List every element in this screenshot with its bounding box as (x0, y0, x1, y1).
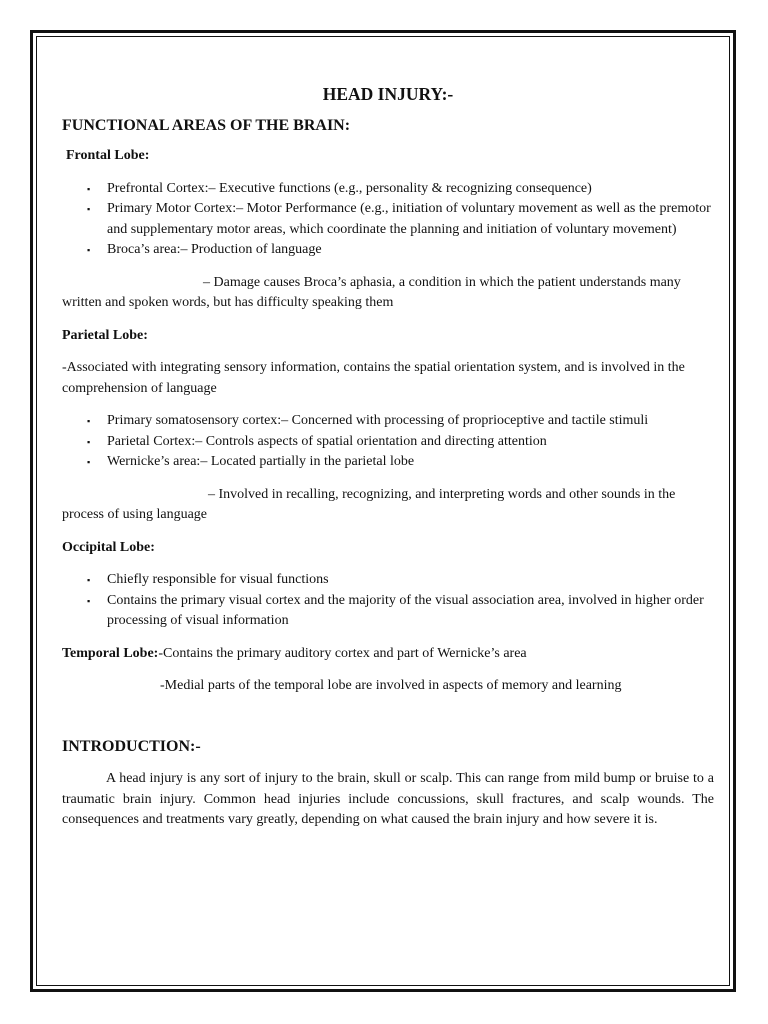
bullet-icon: ▪ (87, 457, 91, 467)
occipital-lobe-heading: Occipital Lobe: (62, 539, 155, 555)
parietal-lobe-list (62, 411, 714, 473)
temporal-lobe-heading: Temporal Lobe: (62, 645, 159, 661)
introduction-paragraph: A head injury is any sort of injury to the brain, skull or scalp. This can range from mild bump or bruise to a traumatic brain injury. Common head injuries include concussions, skull fractures, and scalp wounds. The consequences and treatments vary greatly, depending on what caused the brain injury and how severe it is. (62, 771, 714, 827)
list-item-text: Primary Motor Cortex:– Motor Performance (e.g., initiation of voluntary movement as well as the premotor and supplementary motor areas, which coordinate the planning and initiation of voluntary movement) (107, 201, 711, 237)
list-item (87, 411, 714, 432)
bullet-icon: ▪ (87, 436, 91, 447)
list-item-text: Wernicke’s area:– Located partially in the parietal lobe (107, 454, 415, 469)
page-title: HEAD INJURY:- (322, 84, 454, 104)
list-item (87, 432, 714, 453)
document-content (62, 84, 714, 831)
frontal-lobe-list (62, 179, 714, 261)
bullet-icon: ▪ (87, 183, 91, 194)
occipital-lobe-list (62, 570, 714, 632)
list-item-text: Chiefly responsible for visual functions (107, 572, 329, 587)
introduction-heading: INTRODUCTION:- (62, 737, 201, 755)
parietal-lobe-heading: Parietal Lobe: (62, 327, 148, 343)
list-item-text: Parietal Cortex:– Controls aspects of spatial orientation and directing attention (107, 433, 547, 449)
list-item (87, 240, 714, 261)
temporal-lobe-text: -Contains the primary auditory cortex and part of Wernicke’s area (158, 645, 527, 661)
list-item (87, 570, 714, 591)
list-item-text: Prefrontal Cortex:– Executive functions (e.g., personality & recognizing consequence) (107, 180, 592, 196)
wernicke-note-text: – Involved in recalling, recognizing, and interpreting words and other sounds in the process of using language (62, 486, 676, 522)
frontal-lobe-heading: Frontal Lobe: (66, 148, 150, 163)
list-item-text: Primary somatosensory cortex:– Concerned with processing of proprioceptive and tactile stimuli (107, 413, 649, 428)
list-item-text: Broca’s area:– Production of language (107, 242, 322, 257)
wernicke-note (62, 485, 714, 526)
broca-note-text: – Damage causes Broca’s aphasia, a condition in which the patient understands many written and spoken words, but has difficulty speaking them (62, 274, 681, 310)
temporal-lobe-line (62, 644, 714, 665)
bullet-icon: ▪ (87, 204, 91, 214)
list-item (87, 199, 714, 240)
temporal-note: -Medial parts of the temporal lobe are involved in aspects of memory and learning (160, 678, 622, 693)
bullet-icon: ▪ (87, 416, 91, 426)
list-item (87, 179, 714, 200)
bullet-icon: ▪ (87, 245, 91, 255)
functional-areas-heading: FUNCTIONAL AREAS OF THE BRAIN: (62, 116, 351, 134)
list-item (87, 452, 714, 473)
bullet-icon: ▪ (87, 595, 91, 606)
broca-note (62, 273, 714, 314)
list-item-text: Contains the primary visual cortex and the majority of the visual association area, involved in higher order processing of visual information (107, 592, 704, 628)
parietal-intro: -Associated with integrating sensory information, contains the spatial orientation system, and is involved in the comprehension of language (62, 360, 685, 396)
list-item (87, 591, 714, 632)
bullet-icon: ▪ (87, 575, 91, 585)
